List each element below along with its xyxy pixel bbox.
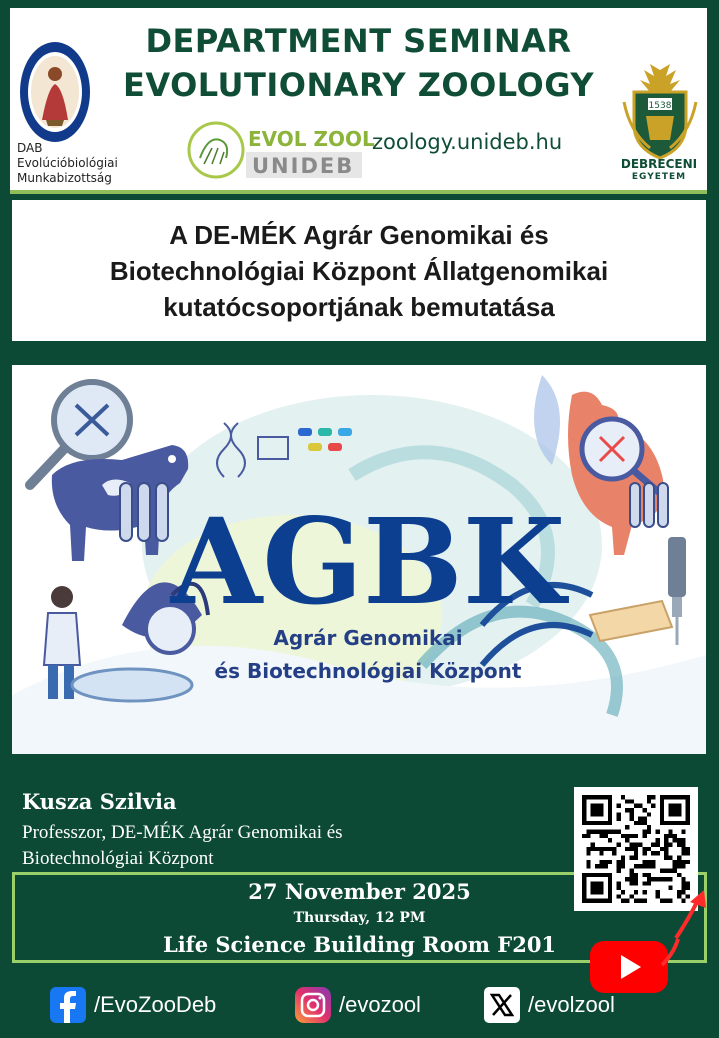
facebook-link[interactable] <box>50 984 216 1026</box>
agbk-subtitle-line1: Agrár Genomikai <box>273 626 463 650</box>
instagram-handle: /evozool <box>339 992 421 1017</box>
instagram-icon <box>295 987 331 1023</box>
x-link[interactable] <box>484 984 615 1026</box>
talk-title-line: A DE-MÉK Agrár Genomikai és <box>169 219 549 250</box>
arrow-icon <box>666 880 716 940</box>
header-panel <box>10 8 707 190</box>
svg-text:UNIDEB: UNIDEB <box>252 154 355 178</box>
facebook-handle: /EvoZooDeb <box>94 992 217 1017</box>
pipette-illustration <box>668 537 686 645</box>
dab-line: Evolúcióbiológiai <box>17 156 118 170</box>
speaker-affiliation <box>22 820 343 872</box>
svg-text:EVOL ZOOL: EVOL ZOOL <box>248 127 375 151</box>
speaker-name: Kusza Szilvia <box>22 789 177 814</box>
mta-seal-logo <box>18 40 92 144</box>
instagram-link[interactable] <box>295 984 421 1026</box>
university-crest-logo <box>620 62 700 162</box>
affiliation-line: Professzor, DE-MÉK Agrár Genomikai és <box>22 822 343 843</box>
facebook-icon <box>50 987 86 1023</box>
header-divider <box>10 190 707 194</box>
event-date: 27 November 2025 <box>248 879 471 904</box>
website-url[interactable]: zoology.unideb.hu <box>372 130 563 154</box>
x-icon <box>484 987 520 1023</box>
university-name-main: DEBRECENI <box>620 157 698 171</box>
university-name-sub: EGYETEM <box>631 172 687 182</box>
agbk-banner-image <box>12 365 706 754</box>
agbk-acronym: AGBK <box>170 492 566 631</box>
svg-text:1538: 1538 <box>648 101 672 111</box>
dab-line: Munkabizottság <box>17 171 112 185</box>
seminar-title: DEPARTMENT SEMINAR <box>145 22 572 60</box>
dab-line: DAB <box>17 141 43 155</box>
dab-committee-label <box>17 141 118 186</box>
well-plate-illustration <box>590 601 672 641</box>
university-name <box>610 158 708 184</box>
evol-zool-unideb-logo <box>186 118 375 182</box>
talk-title-line: kutatócsoportjának bemutatása <box>163 291 555 322</box>
affiliation-line: Biotechnológiai Központ <box>22 848 214 869</box>
seminar-subtitle: EVOLUTIONARY ZOOLOGY <box>123 66 594 104</box>
event-time: Thursday, 12 PM <box>293 910 426 926</box>
talk-title-panel <box>12 200 706 341</box>
talk-title-line: Biotechnológiai Központ Állatgenomikai <box>109 255 609 286</box>
agbk-subtitle-line2: és Biotechnológiai Központ <box>214 659 522 683</box>
event-location: Life Science Building Room F201 <box>162 932 557 957</box>
x-handle: /evolzool <box>528 992 615 1017</box>
